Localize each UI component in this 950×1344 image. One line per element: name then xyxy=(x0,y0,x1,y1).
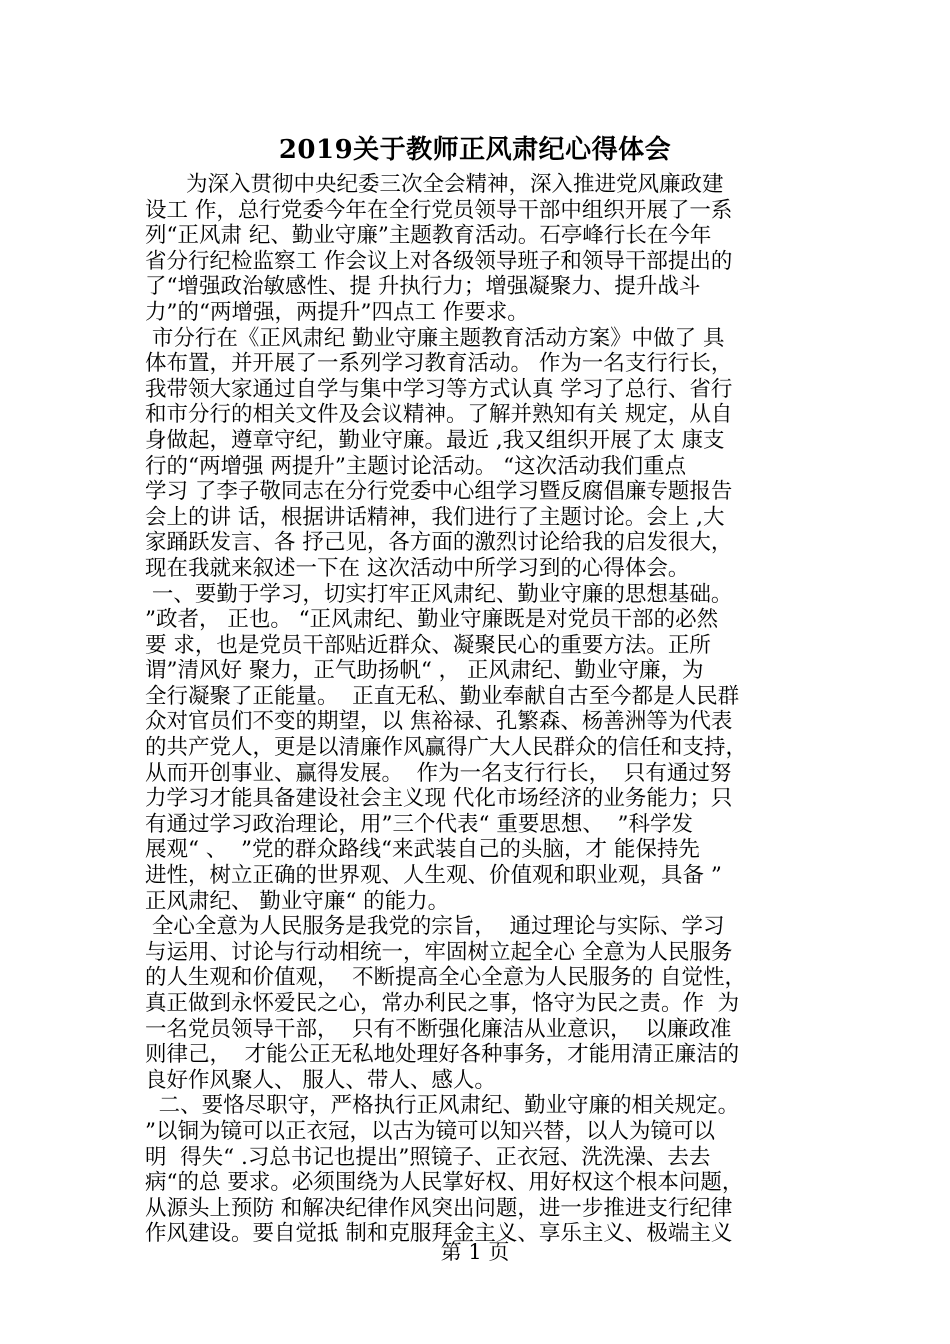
page-number: 第 1 页 xyxy=(440,1240,510,1264)
document-title: 2019关于教师正风肃纪心得体会 xyxy=(278,135,672,165)
body-line: 一、要勤于学习，切实打牢正风肃纪、勤业守廉的思想基础。 xyxy=(145,581,733,607)
body-line: 体布置，并开展了一系列学习教育活动。 作为一名支行行长， xyxy=(145,351,733,377)
body-line: 进性，树立正确的世界观、人生观、价值观和职业观，具备 ” xyxy=(145,863,722,889)
body-line: 现在我就来叙述一下在 这次活动中所学习到的心得体会。 xyxy=(145,555,690,581)
body-line: 谓”清风好 聚力，正气助扬帆“ ， 正风肃纪、勤业守廉，为 xyxy=(145,658,704,684)
body-line: 一名党员领导干部， 只有不断强化廉洁从业意识， 以廉政准 xyxy=(145,1016,732,1042)
body-line: 力学习才能具备建设社会主义现 代化市场经济的业务能力；只 xyxy=(145,786,733,812)
body-line: 明 得失“ .习总书记也提出”照镜子、正衣冠、洗洗澡、去去 xyxy=(145,1144,711,1170)
body-line: 的共产党人，更是以清廉作风赢得广大人民群众的信任和支持， xyxy=(145,735,748,761)
body-line: ”政者， 正也。 “正风肃纪、勤业守廉既是对党员干部的必然 xyxy=(145,607,719,633)
body-line: 则律己， 才能公正无私地处理好各种事务，才能用清正廉洁的 xyxy=(145,1042,740,1068)
body-line: 与运用、讨论与行动相统一，牢固树立起全心 全意为人民服务 xyxy=(145,939,733,965)
document-body xyxy=(145,172,810,1247)
body-line: 市分行在《正风肃纪 勤业守廉主题教育活动方案》中做了 具 xyxy=(145,325,725,351)
body-line: 展观“ 、 ”党的群众路线“来武装自己的头脑，才 能保持先 xyxy=(145,837,700,863)
body-line: 力”的“两增强，两提升”四点工 作要求。 xyxy=(145,299,529,325)
body-line: 列“正风肃 纪、勤业守廉”主题教育活动。石亭峰行长在今年 xyxy=(145,223,712,249)
body-line: 了“增强政治敏感性、提 升执行力；增强凝聚力、提升战斗 xyxy=(145,274,701,300)
body-line: 从源头上预防 和解决纪律作风突出问题，进一步推进支行纪律 xyxy=(145,1195,733,1221)
body-line: 病“的总 要求。必须围绕为人民掌好权、用好权这个根本问题， xyxy=(145,1170,744,1196)
body-line: 真正做到永怀爱民之心，常办利民之事，恪守为民之责。作 为 xyxy=(145,991,740,1016)
body-line: ”以铜为镜可以正衣冠，以古为镜可以知兴替，以人为镜可以 xyxy=(145,1118,715,1144)
body-line: 学习 了李子敬同志在分行党委中心组学习暨反腐倡廉专题报告 xyxy=(145,479,733,505)
body-line: 全行凝聚了正能量。 正直无私、勤业奉献自古至今都是人民群 xyxy=(145,683,740,709)
body-line: 家踊跃发言、各 抒己见，各方面的激烈讨论给我的启发很大， xyxy=(145,530,733,556)
body-line: 省分行纪检监察工 作会议上对各级领导班子和领导干部提出的 xyxy=(145,248,733,274)
body-line: 正风肃纪、 勤业守廉“ 的能力。 xyxy=(145,888,450,914)
body-line: 二、要恪尽职守，严格执行正风肃纪、勤业守廉的相关规定。 xyxy=(145,1093,740,1119)
body-line: 作风建设。要自觉抵 制和克服拜金主义、享乐主义、极端主义 xyxy=(145,1221,733,1247)
body-line: 为深入贯彻中央纪委三次全会精神，深入推进党风廉政建 xyxy=(145,172,724,197)
body-line: 的人生观和价值观， 不断提高全心全意为人民服务的 自觉性， xyxy=(145,965,747,991)
body-line: 和市分行的相关文件及会议精神。了解并熟知有关 规定，从自 xyxy=(145,402,733,428)
body-line: 身做起，遵章守纪，勤业守廉。最近 ,我又组织开展了太 康支 xyxy=(145,427,725,453)
body-line: 会上的讲 话，根据讲话精神，我们进行了主题讨论。会上 ,大 xyxy=(145,504,725,530)
body-line: 全心全意为人民服务是我党的宗旨， 通过理论与实际、学习 xyxy=(145,914,725,940)
body-line: 有通过学习政治理论，用”三个代表“ 重要思想、 ”科学发 xyxy=(145,811,693,837)
body-line: 从而开创事业、赢得发展。 作为一名支行行长， 只有通过努 xyxy=(145,760,732,786)
body-line: 设工 作，总行党委今年在全行党员领导干部中组织开展了一系 xyxy=(145,197,733,223)
body-line: 行的“两增强 两提升”主题讨论活动。 “这次活动我们重点 xyxy=(145,453,687,479)
body-line: 要 求，也是党员干部贴近群众、凝聚民心的重要方法。正所 xyxy=(145,632,711,658)
body-line: 良好作风聚人、 服人、带人、感人。 xyxy=(145,1067,496,1093)
body-line: 我带领大家通过自学与集中学习等方式认真 学习了总行、省行 xyxy=(145,376,733,402)
body-line: 众对官员们不变的期望，以 焦裕禄、孔繁森、杨善洲等为代表 xyxy=(145,709,733,735)
